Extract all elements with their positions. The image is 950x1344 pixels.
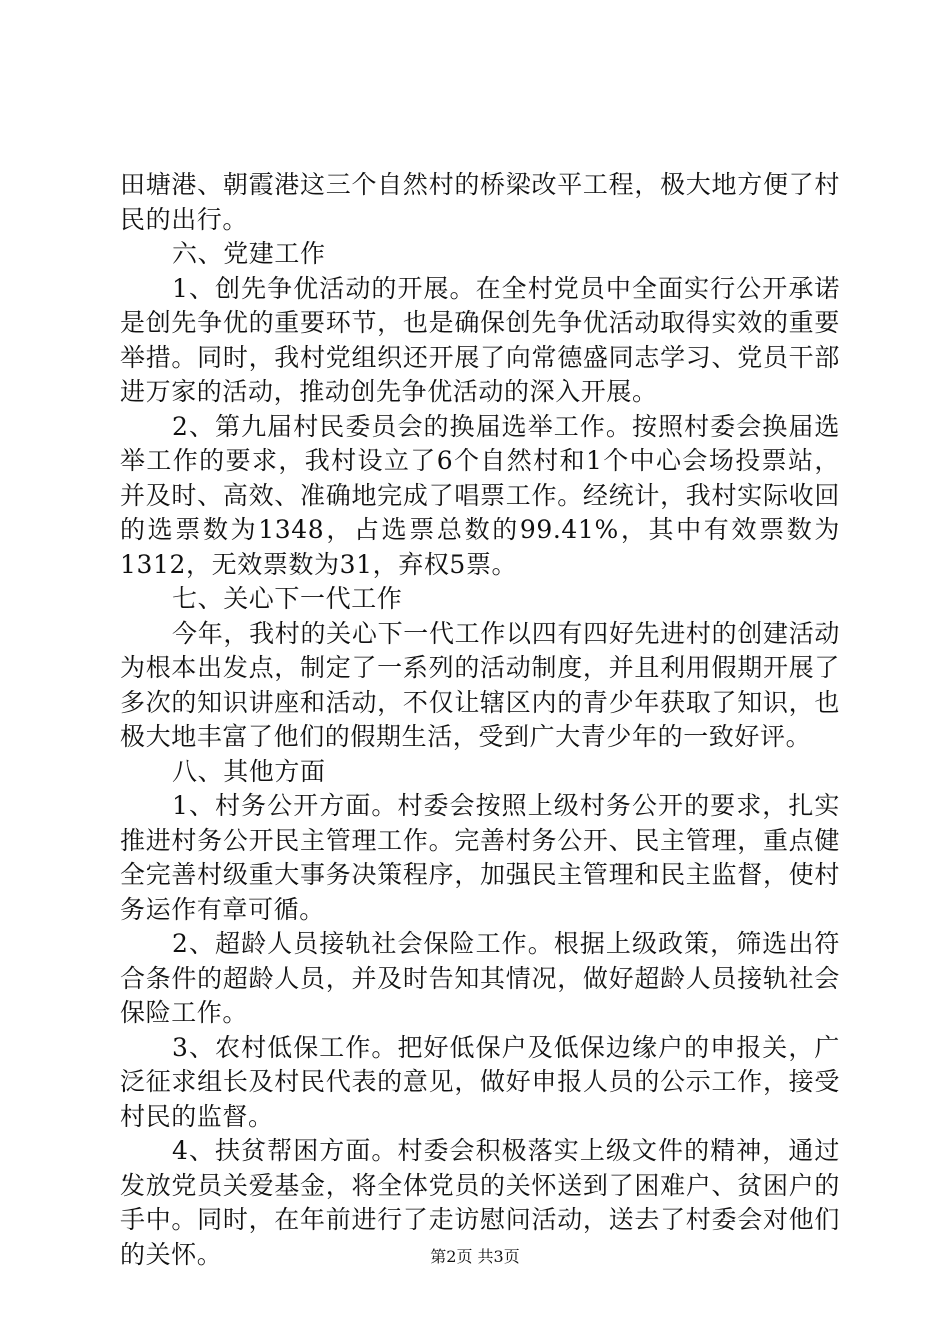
paragraph-youth-care: 今年，我村的关心下一代工作以四有四好先进村的创建活动为根本出发点，制定了一系列的活动制度，并且利用假期开展了多次的知识讲座和活动，不仅让辖区内的青少年获取了知识，也极大地丰富了他们的假期生活，受到广大青少年的一致好评。	[120, 618, 840, 751]
section-heading-party-building: 六、党建工作	[172, 239, 326, 268]
paragraph-minimum-living: 3、农村低保工作。把好低保户及低保边缘户的申报关，广泛征求组长及村民代表的意见，做好申报人员的公示工作，接受村民的监督。	[120, 1032, 840, 1131]
paragraph-poverty-relief: 4、扶贫帮困方面。村委会积极落实上级文件的精神，通过发放党员关爱基金，将全体党员的关怀送到了困难户、贫困户的手中。同时，在年前进行了走访慰问活动，送去了村委会对他们的关怀。	[120, 1136, 840, 1269]
document-body	[120, 168, 840, 1272]
paragraph-excellence-activity: 1、创先争优活动的开展。在全村党员中全面实行公开承诺是创先争优的重要环节，也是确保创先争优活动取得实效的重要举措。同时，我村党组织还开展了向常德盛同志学习、党员干部进万家的活动，推动创先争优活动的深入开展。	[120, 273, 840, 406]
paragraph-village-affairs: 1、村务公开方面。村委会按照上级村务公开的要求，扎实推进村务公开民主管理工作。完善村务公开、民主管理，重点健全完善村级重大事务决策程序，加强民主管理和民主监督，使村务运作有章可循。	[120, 791, 840, 924]
section-heading-other: 八、其他方面	[172, 756, 326, 786]
paragraph-continuation: 田塘港、朝霞港这三个自然村的桥梁改平工程，极大地方便了村民的出行。	[120, 170, 840, 234]
page-number: 第2页 共3页	[430, 1247, 520, 1266]
paragraph-election: 2、第九届村民委员会的换届选举工作。按照村委会换届选举工作的要求，我村设立了6个自然村和1个中心会场投票站，并及时、高效、准确地完成了唱票工作。经统计，我村实际收回的选票数为1348，占选票总数的99.41%，其中有效票数为1312，无效票数为31，弃权5票。	[120, 411, 840, 579]
section-heading-youth-care: 七、关心下一代工作	[172, 584, 403, 613]
paragraph-social-insurance: 2、超龄人员接轨社会保险工作。根据上级政策，筛选出符合条件的超龄人员，并及时告知其情况，做好超龄人员接轨社会保险工作。	[120, 929, 840, 1027]
